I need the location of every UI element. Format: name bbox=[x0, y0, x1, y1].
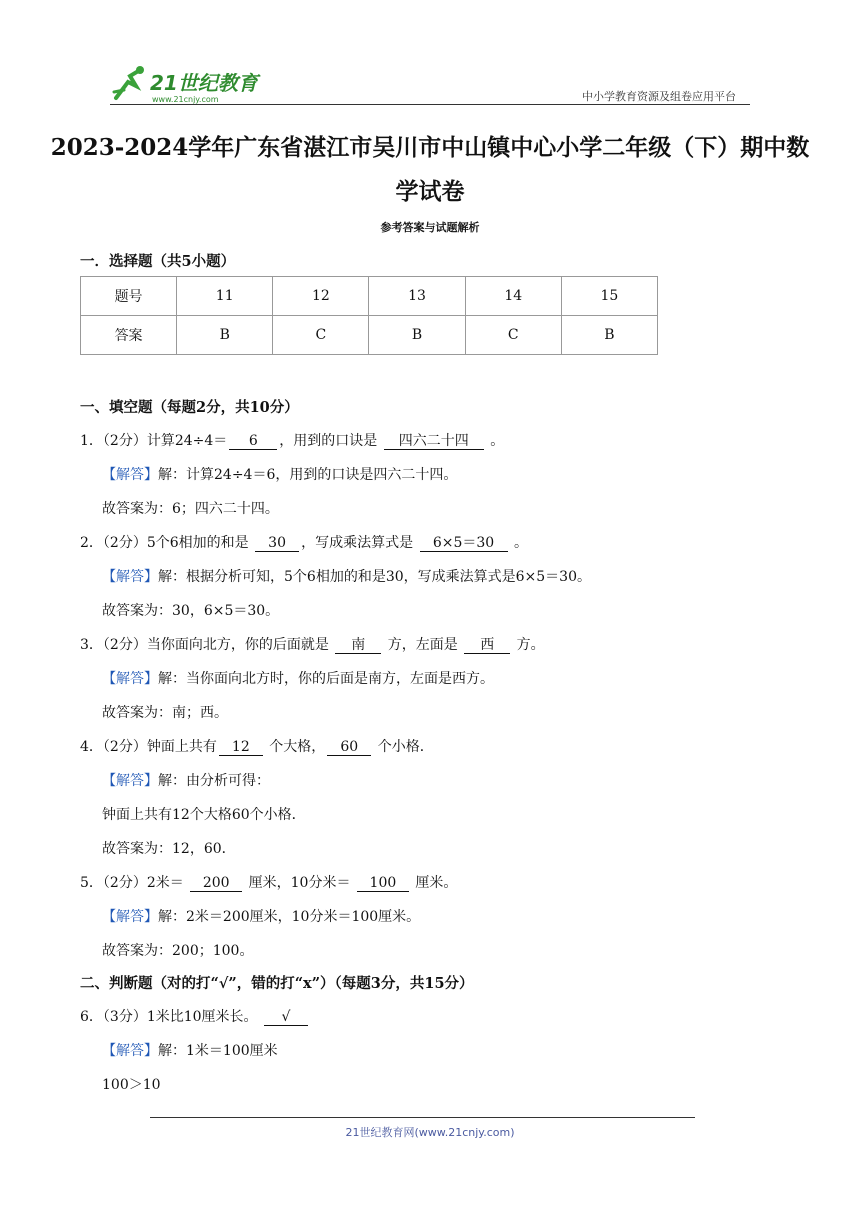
question-5 bbox=[80, 872, 457, 892]
table-cell: 13 bbox=[369, 277, 465, 316]
question-text: 3．（2分）当你面向北方，你的后面就是 bbox=[80, 637, 329, 653]
solution-tag: 【解答】 bbox=[102, 773, 158, 789]
answer-blank: 100 bbox=[357, 875, 409, 892]
solution-text: 解：由分析可得： bbox=[158, 773, 270, 789]
question-text: 4．（2分）钟面上共有 bbox=[80, 739, 217, 755]
solution-6-line-2: 100＞10 bbox=[102, 1077, 161, 1093]
solution-text: 解：计算24÷4＝6，用到的口诀是四六二十四。 bbox=[158, 467, 458, 483]
solution-2 bbox=[102, 566, 591, 586]
question-text: 方，左面是 bbox=[387, 637, 458, 653]
solution-1 bbox=[102, 464, 457, 484]
question-text: 厘米，10分米＝ bbox=[248, 875, 351, 891]
solution-4-line-2: 钟面上共有12个大格60个小格． bbox=[102, 807, 306, 823]
question-text: 6．（3分）1米比10厘米长。 bbox=[80, 1009, 258, 1025]
answer-blank: 6 bbox=[229, 433, 277, 450]
table-cell: 15 bbox=[561, 277, 657, 316]
question-text: 方。 bbox=[516, 637, 545, 653]
solution-tag: 【解答】 bbox=[102, 1043, 158, 1059]
answer-table bbox=[80, 276, 658, 355]
page-header bbox=[110, 62, 750, 110]
table-cell: B bbox=[177, 316, 273, 355]
solution-tag: 【解答】 bbox=[102, 569, 158, 585]
question-6 bbox=[80, 1006, 310, 1026]
question-text: 个小格． bbox=[377, 739, 434, 755]
solution-text: 解：1米＝100厘米 bbox=[158, 1043, 278, 1059]
question-text: 2．（2分）5个6相加的和是 bbox=[80, 535, 249, 551]
solution-3 bbox=[102, 668, 494, 688]
solution-6 bbox=[102, 1040, 278, 1060]
site-logo bbox=[110, 62, 280, 106]
solution-text: 解：根据分析可知，5个6相加的和是30，写成乘法算式是6×5＝30。 bbox=[158, 569, 591, 585]
table-cell: 11 bbox=[177, 277, 273, 316]
table-cell: B bbox=[561, 316, 657, 355]
solution-5 bbox=[102, 906, 420, 926]
question-2 bbox=[80, 532, 528, 552]
question-1 bbox=[80, 430, 504, 450]
answer-blank: 60 bbox=[327, 739, 371, 756]
table-cell: C bbox=[465, 316, 561, 355]
table-cell: 12 bbox=[273, 277, 369, 316]
solution-text: 解：2米＝200厘米，10分米＝100厘米。 bbox=[158, 909, 421, 925]
question-4 bbox=[80, 736, 434, 756]
answer-blank: 南 bbox=[335, 637, 381, 654]
question-text: ，写成乘法算式是 bbox=[301, 535, 414, 551]
footer-text: 21世纪教育网(www.21cnjy.com) bbox=[345, 1126, 515, 1139]
logo-main-text: 21世纪教育 bbox=[150, 71, 258, 95]
answer-blank: 30 bbox=[255, 535, 299, 552]
answer-blank: 6×5＝30 bbox=[420, 535, 508, 552]
table-cell: C bbox=[273, 316, 369, 355]
question-text: 厘米。 bbox=[415, 875, 458, 891]
table-cell: 14 bbox=[465, 277, 561, 316]
answer-blank: 200 bbox=[190, 875, 242, 892]
question-text: 。 bbox=[490, 433, 505, 449]
solution-4 bbox=[102, 770, 270, 790]
table-cell: 题号 bbox=[81, 277, 177, 316]
question-text: 个大格， bbox=[269, 739, 326, 755]
answer-blank: 西 bbox=[464, 637, 510, 654]
footer-divider bbox=[150, 1117, 695, 1118]
page-subtitle: 参考答案与试题解析 bbox=[380, 221, 480, 234]
page-title: 2023-2024学年广东省湛江市吴川市中山镇中心小学二年级（下）期中数学试卷 bbox=[50, 134, 810, 205]
logo-sub-text: www.21cnjy.com bbox=[152, 95, 219, 104]
answer-line-2: 故答案为：30，6×5＝30。 bbox=[102, 603, 280, 619]
question-text: 1．（2分）计算24÷4＝ bbox=[80, 433, 228, 449]
table-row bbox=[81, 277, 658, 316]
solution-text: 解：当你面向北方时，你的后面是南方，左面是西方。 bbox=[158, 671, 494, 687]
solution-tag: 【解答】 bbox=[102, 671, 158, 687]
question-text: ，用到的口诀是 bbox=[279, 433, 378, 449]
table-cell: 答案 bbox=[81, 316, 177, 355]
answer-line-4: 故答案为：12，60． bbox=[102, 841, 236, 857]
solution-tag: 【解答】 bbox=[102, 467, 158, 483]
answer-line-1: 故答案为：6；四六二十四。 bbox=[102, 501, 279, 517]
section-heading-judge: 二、判断题（对的打“√”，错的打“x”）（每题3分，共15分） bbox=[80, 975, 474, 992]
header-divider bbox=[110, 104, 750, 105]
table-row bbox=[81, 316, 658, 355]
solution-tag: 【解答】 bbox=[102, 909, 158, 925]
section-heading-choice: 一．选择题（共5小题） bbox=[80, 253, 236, 270]
table-cell: B bbox=[369, 316, 465, 355]
answer-blank: 12 bbox=[219, 739, 263, 756]
answer-blank: √ bbox=[264, 1009, 308, 1026]
question-text: 5．（2分）2米＝ bbox=[80, 875, 184, 891]
answer-blank: 四六二十四 bbox=[384, 433, 484, 450]
question-3 bbox=[80, 634, 545, 654]
answer-line-3: 故答案为：南；西。 bbox=[102, 705, 228, 721]
section-heading-fill: 一、填空题（每题2分，共10分） bbox=[80, 399, 299, 416]
question-text: 。 bbox=[514, 535, 528, 551]
header-platform-text: 中小学教育资源及组卷应用平台 bbox=[582, 90, 736, 103]
answer-line-5: 故答案为：200；100。 bbox=[102, 943, 254, 959]
